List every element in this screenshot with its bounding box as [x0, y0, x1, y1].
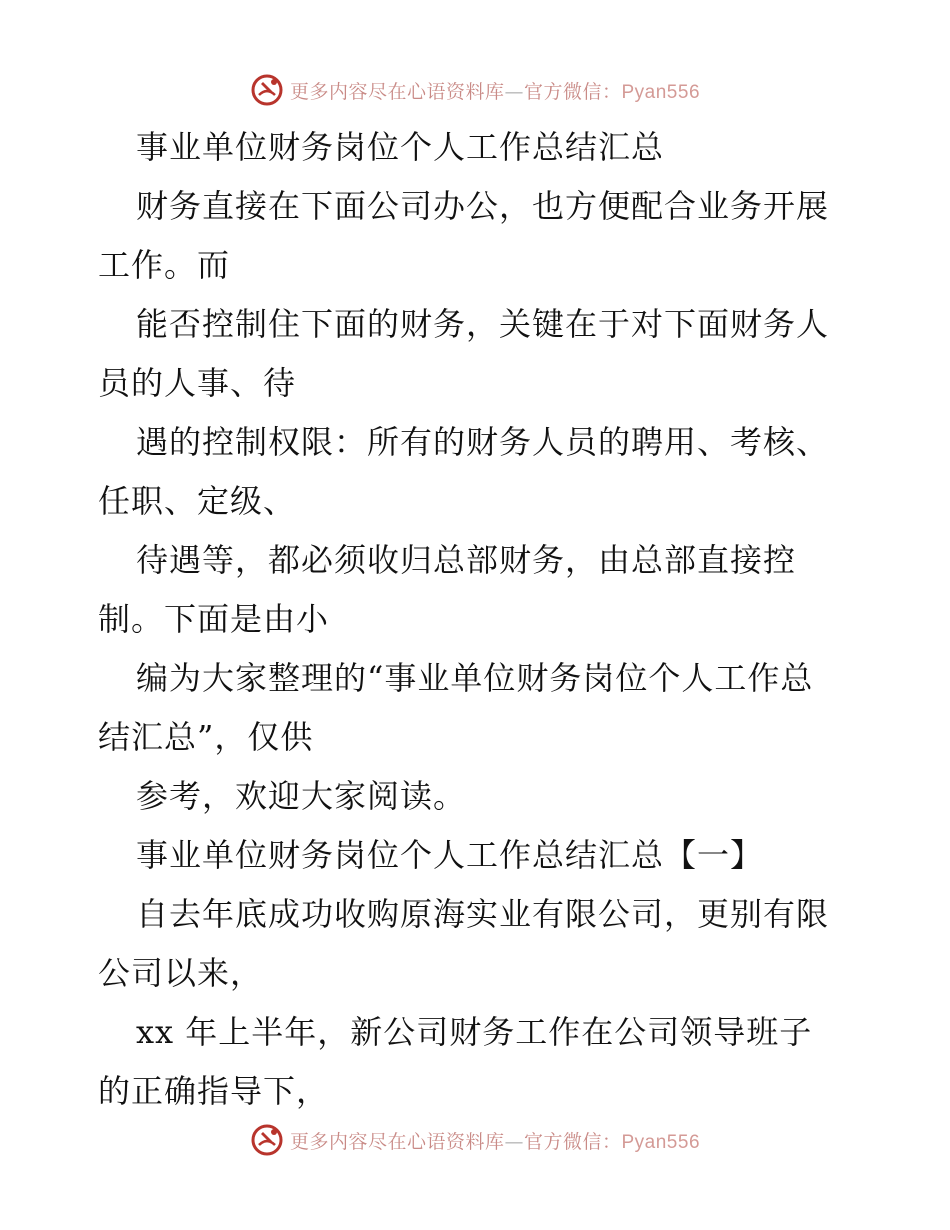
banner-dash: —: [504, 80, 524, 103]
banner-main-text: 更多内容尽在心语资料库: [289, 1130, 505, 1153]
banner-contact-id: Pyan556: [621, 81, 701, 103]
paragraph-line: 制。下面是由小: [98, 600, 330, 638]
book-pen-logo-icon: [250, 1123, 284, 1157]
banner-contact-label: 官方微信：: [523, 80, 622, 103]
paragraph-line: 编为大家整理的“事业单位财务岗位个人工作总: [136, 659, 814, 697]
banner-text: [290, 77, 700, 104]
paragraph-line: 遇的控制权限：所有的财务人员的聘用、考核、: [136, 423, 830, 461]
banner-text: [290, 1127, 700, 1154]
header-banner-content: [250, 73, 700, 107]
paragraph-line: 任职、定级、: [98, 482, 297, 520]
paragraph-line: 结汇总”，仅供: [98, 718, 314, 756]
footer-banner: [0, 1120, 950, 1160]
paragraph-line: 公司以来，: [98, 954, 264, 992]
paragraph-line: 的正确指导下，: [98, 1072, 330, 1110]
document-title: 事业单位财务岗位个人工作总结汇总: [136, 128, 665, 166]
banner-contact-label: 官方微信：: [523, 1130, 622, 1153]
paragraph-line: 参考，欢迎大家阅读。: [136, 777, 467, 815]
paragraph-line: 员的人事、待: [98, 364, 297, 402]
paragraph-line: xx 年上半年，新公司财务工作在公司领导班子: [136, 1013, 813, 1051]
book-pen-logo-icon: [250, 73, 284, 107]
paragraph-line: 能否控制住下面的财务，关键在于对下面财务人: [136, 305, 830, 343]
paragraph-line: 工作。而: [98, 246, 231, 284]
paragraph-line: 财务直接在下面公司办公，也方便配合业务开展: [136, 187, 830, 225]
banner-contact-id: Pyan556: [621, 1131, 701, 1153]
banner-main-text: 更多内容尽在心语资料库: [289, 80, 505, 103]
paragraph-line: 待遇等，都必须收归总部财务，由总部直接控: [136, 541, 797, 579]
paragraph-line: 自去年底成功收购原海实业有限公司，更别有限: [136, 895, 830, 933]
banner-dash: —: [504, 1130, 524, 1153]
section-heading: 事业单位财务岗位个人工作总结汇总【一】: [136, 836, 764, 874]
document-body: [98, 118, 858, 1121]
footer-banner-content: [250, 1123, 700, 1157]
header-banner: [0, 70, 950, 110]
